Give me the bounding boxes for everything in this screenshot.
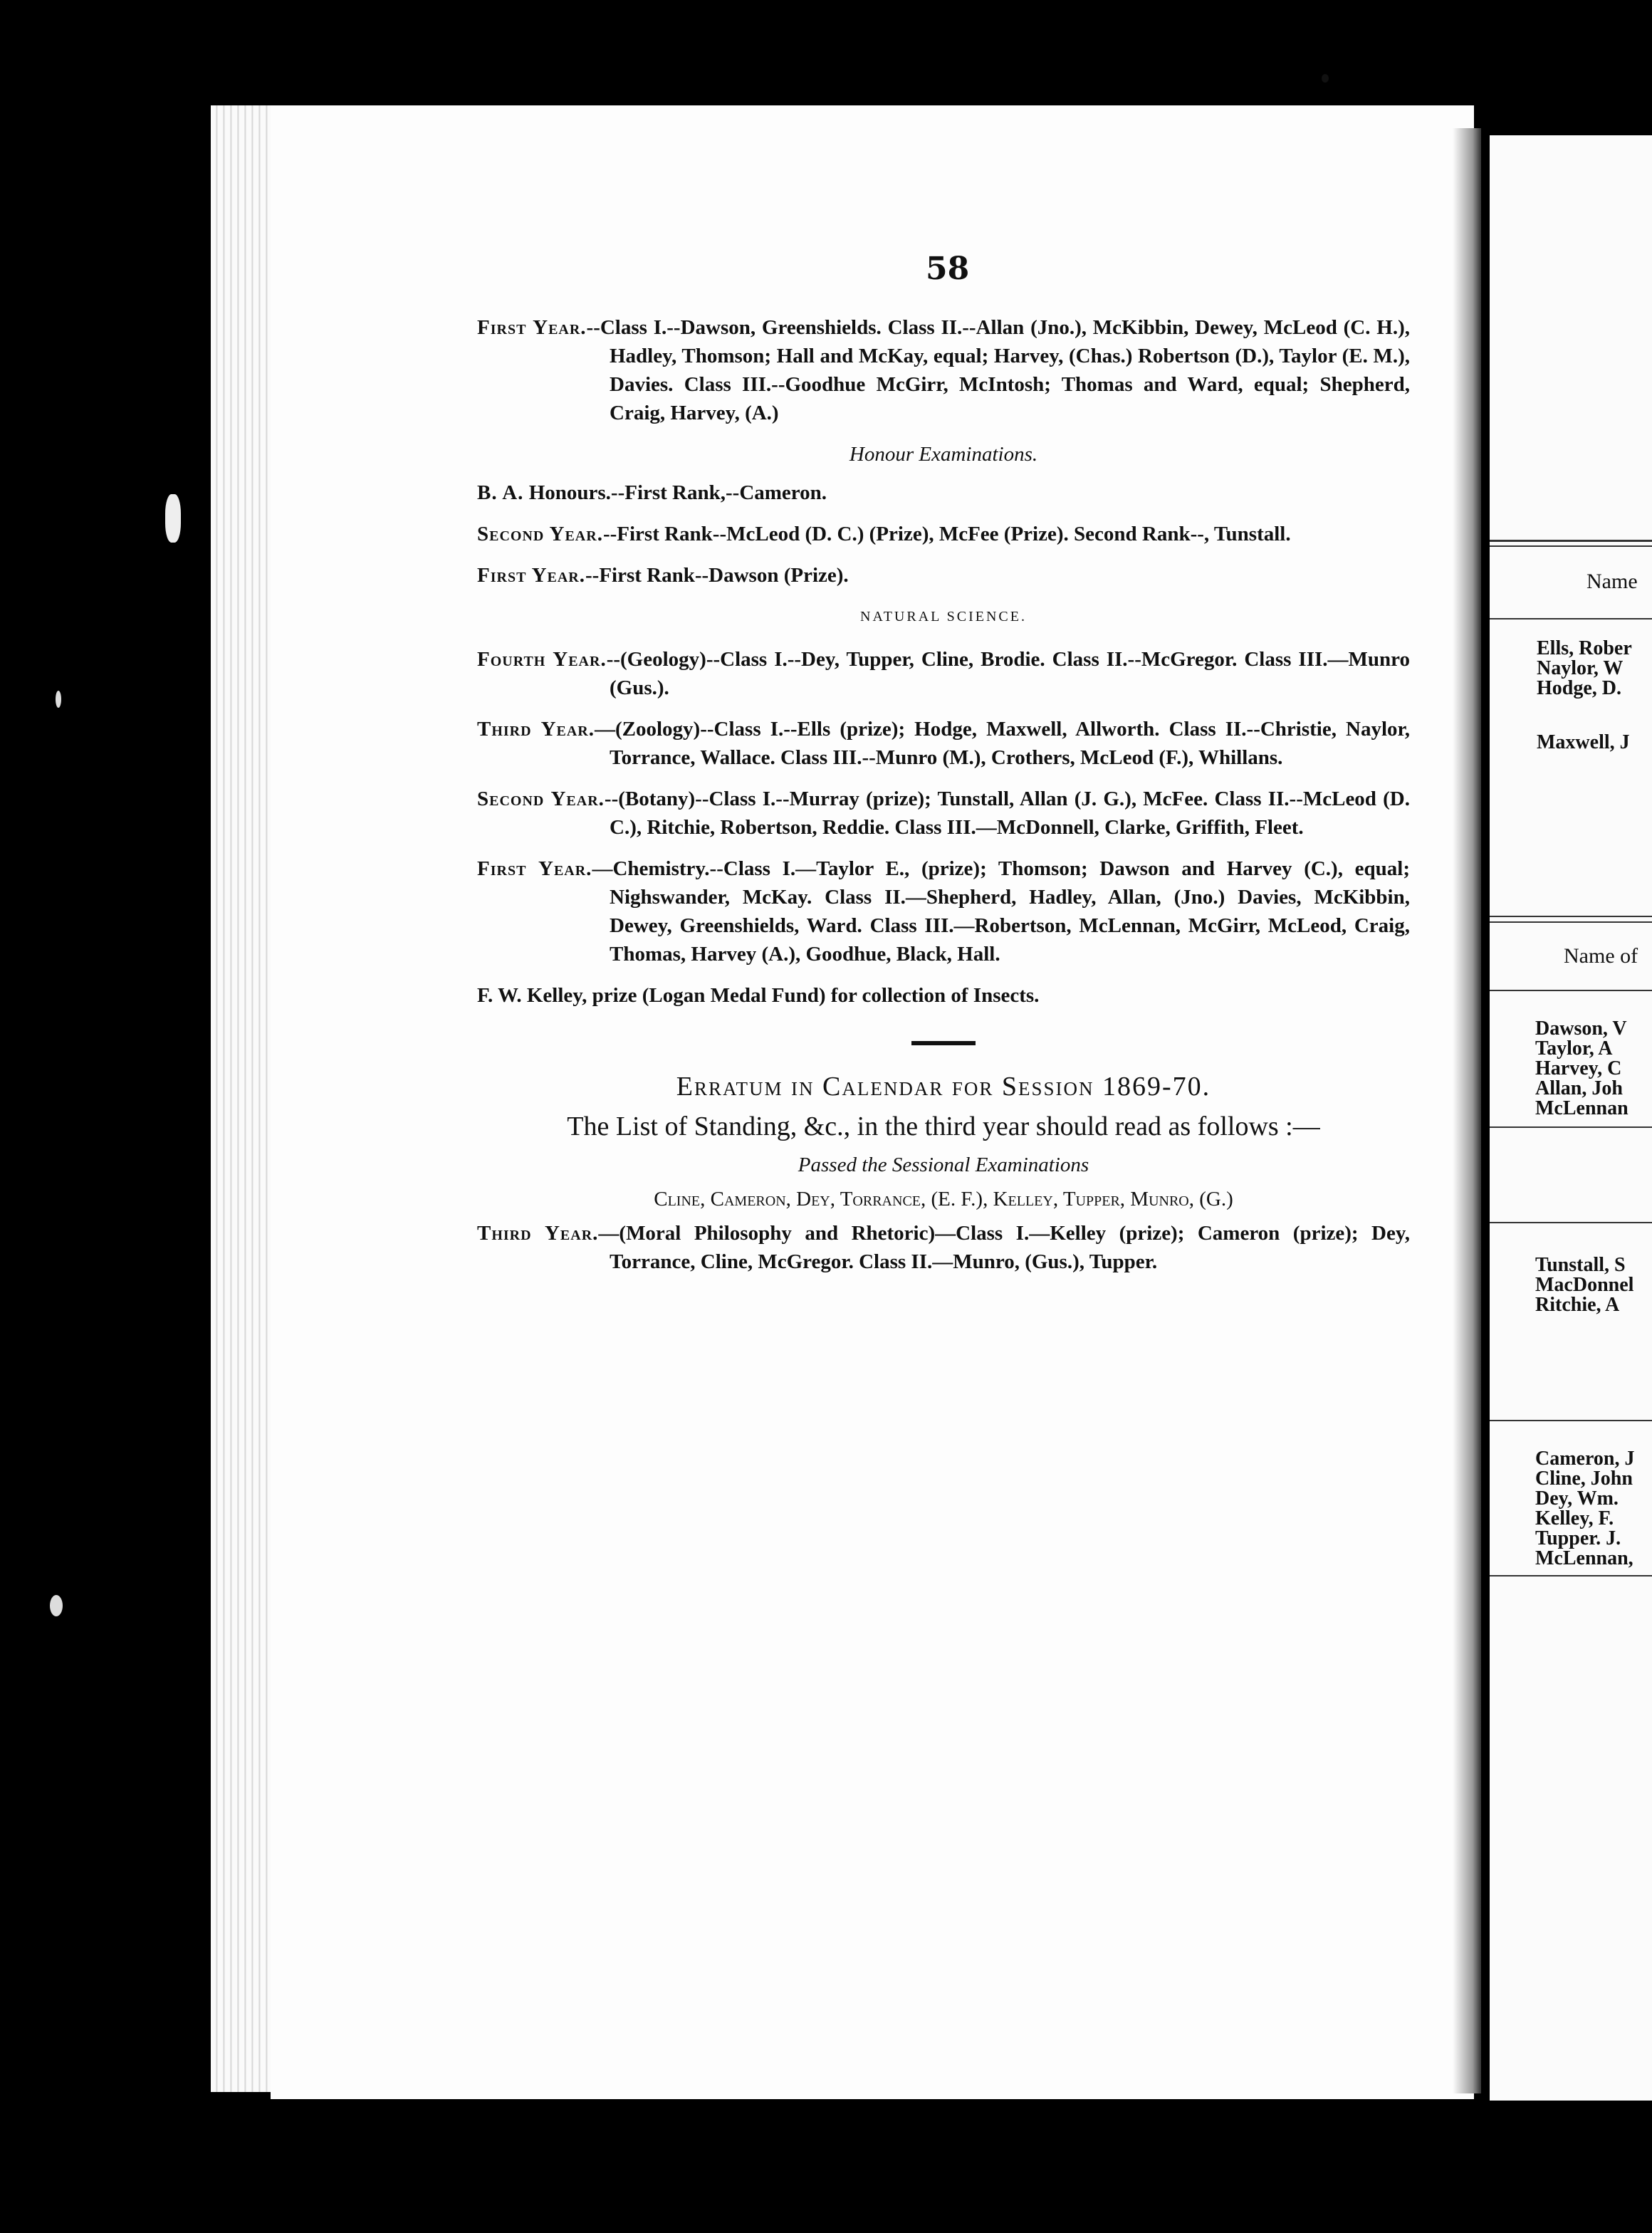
table-heading: Name xyxy=(1586,570,1638,593)
divider-rule xyxy=(911,1041,976,1045)
kelley-note: F. W. Kelley, prize (Logan Medal Fund) for collection of Insects. xyxy=(477,984,1040,1007)
chemistry-entry xyxy=(477,854,1410,968)
table-rule xyxy=(1490,990,1652,991)
entry-head: Third Year. xyxy=(477,1222,599,1245)
table-rule xyxy=(1490,618,1652,619)
entry-head: First Year. xyxy=(477,564,585,587)
entry-head: Second Year. xyxy=(477,788,605,810)
entry-text: --(Botany)--Class I.--Murray (prize); Tunstall, Allan (J. G.), McFee. Class II.--McLeod (D. C.), Ritchie, Robertson, Reddie. Class III.—McDonnell, Clarke, Griffith, Fleet. xyxy=(604,788,1410,839)
table-cell: Cline, John xyxy=(1535,1468,1633,1490)
table-cell: Ritchie, A xyxy=(1535,1294,1620,1316)
table-cell: Dey, Wm. xyxy=(1535,1487,1619,1510)
passed-names: Cline, Cameron, Dey, Torrance, (E. F.), Kelley, Tupper, Munro, (G.) xyxy=(654,1188,1233,1210)
table-cell: Allan, Joh xyxy=(1535,1077,1623,1099)
table-rule xyxy=(1490,921,1652,923)
entry-head: First Year. xyxy=(477,316,587,339)
entry-text: --First Rank--Dawson (Prize). xyxy=(585,564,849,587)
entry-text: Honours.--First Rank,--Cameron. xyxy=(523,481,827,504)
table-rule xyxy=(1490,1420,1652,1421)
table-rule xyxy=(1490,540,1652,542)
honours-second-year-entry xyxy=(477,520,1410,548)
passed-heading: Passed the Sessional Examinations xyxy=(798,1154,1089,1176)
natural-science-heading: NATURAL SCIENCE. xyxy=(860,609,1027,624)
table-cell: Kelley, F. xyxy=(1535,1507,1614,1529)
entry-text: --First Rank--McLeod (D. C.) (Prize), McFee (Prize). Second Rank--, Tunstall. xyxy=(602,523,1291,545)
table-rule xyxy=(1490,545,1652,547)
entry-text: --Class I.--Dawson, Greenshields. Class II.--Allan (Jno.), McKibbin, Dewey, McLeod (C. H.), Hadley, Thomson; Hall and McKay, equal; Harvey, (Chas.) Robertson (D.), Taylor (E. M.), Davies. Class III.--Goodhue McGirr, McIntosh; Thomas and Ward, equal; Shepherd, Craig, Harvey, (A.) xyxy=(586,316,1410,424)
entry-head: Fourth Year. xyxy=(477,648,607,671)
gutter-shadow xyxy=(1453,128,1481,2093)
honours-ba-entry xyxy=(477,478,1410,507)
table-cell: Taylor, A xyxy=(1535,1037,1613,1060)
scan-speck xyxy=(50,1595,63,1616)
erratum-subtitle: The List of Standing, &c., in the third year should read as follows :— xyxy=(567,1112,1320,1141)
erratum-third-year-entry xyxy=(477,1219,1410,1276)
table-cell: MacDonnel xyxy=(1535,1274,1634,1296)
table-heading: Name of xyxy=(1564,944,1638,968)
first-year-entry xyxy=(477,313,1410,427)
table-cell: Ells, Rober xyxy=(1537,637,1632,659)
honours-first-year-entry xyxy=(477,561,1410,590)
table-cell: McLennan xyxy=(1535,1097,1629,1119)
botany-entry xyxy=(477,785,1410,842)
scan-speck xyxy=(56,691,61,708)
table-cell: Tupper. J. xyxy=(1535,1527,1621,1549)
entry-text: —(Zoology)--Class I.--Ells (prize); Hodge, Maxwell, Allworth. Class II.--Christie, Naylor, Torrance, Wallace. Class III.--Munro (M.), Crothers, McLeod (F.), Whillans. xyxy=(595,718,1411,769)
table-cell: Tunstall, S xyxy=(1535,1254,1626,1276)
entry-head: Second Year. xyxy=(477,523,603,545)
table-cell: Harvey, C xyxy=(1535,1057,1622,1079)
entry-head: B. A. xyxy=(477,481,524,504)
honour-heading: Honour Examinations. xyxy=(849,443,1038,466)
table-cell: Cameron, J xyxy=(1535,1448,1635,1470)
geology-entry xyxy=(477,645,1410,702)
table-cell: McLennan, xyxy=(1535,1547,1633,1569)
entry-head: Third Year. xyxy=(477,718,595,741)
entry-text: —(Moral Philosophy and Rhetoric)—Class I.—Kelley (prize); Cameron (prize); Dey, Torrance, Cline, McGregor. Class II.—Munro, (Gus.), Tupper. xyxy=(598,1222,1411,1273)
entry-head: First Year. xyxy=(477,857,592,880)
table-rule xyxy=(1490,1575,1652,1576)
table-cell: Hodge, D. xyxy=(1537,677,1621,699)
table-cell: Dawson, V xyxy=(1535,1018,1627,1040)
scan-speck xyxy=(165,494,181,543)
table-rule xyxy=(1490,916,1652,917)
scan-speck xyxy=(1322,74,1329,83)
table-cell: Naylor, W xyxy=(1537,657,1624,679)
table-rule xyxy=(1490,1126,1652,1128)
page-body xyxy=(477,313,1410,1289)
facing-page-fragment xyxy=(1490,135,1652,2101)
entry-text: —Chemistry.--Class I.—Taylor E., (prize); Thomson; Dawson and Harvey (C.), equal; Nighswander, McKay. Class II.—Shepherd, Hadley, Allan, (Jno.) Davies, McKibbin, Dewey, Greenshields, Ward. Class III.—Robertson, McLennan, McGirr, McLeod, Craig, Thomas, Harvey (A.), Goodhue, Black, Hall. xyxy=(592,857,1410,966)
entry-text: --(Geology)--Class I.--Dey, Tupper, Cline, Brodie. Class II.--McGregor. Class III.—Munro (Gus.). xyxy=(606,648,1410,699)
table-rule xyxy=(1490,1222,1652,1223)
zoology-entry xyxy=(477,715,1410,772)
erratum-title: Erratum in Calendar for Session 1869-70. xyxy=(676,1072,1211,1102)
page-edge-leaves xyxy=(211,105,276,2092)
page-number: 58 xyxy=(926,251,970,287)
table-cell: Maxwell, J xyxy=(1537,731,1630,753)
